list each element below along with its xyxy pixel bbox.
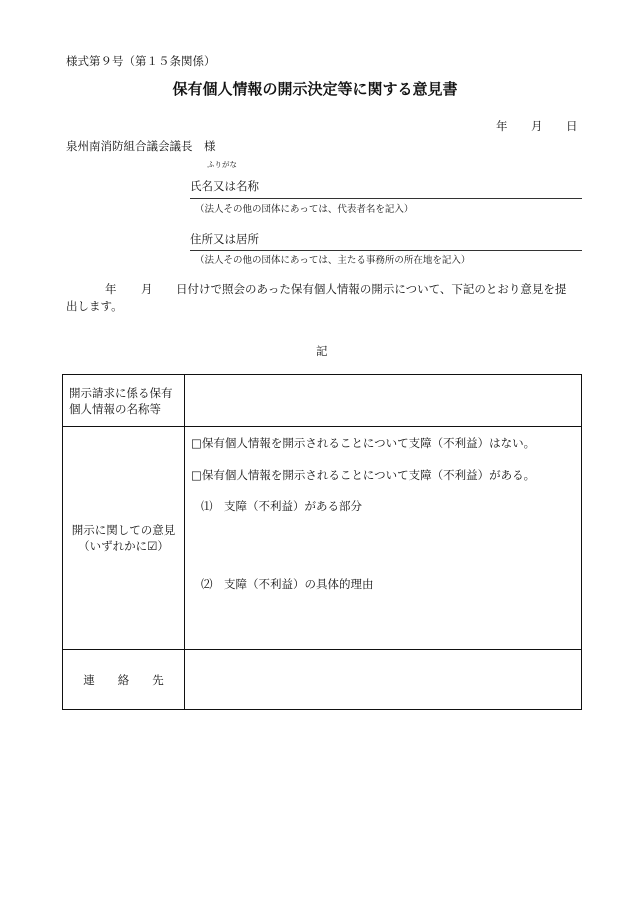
row-contact [63, 650, 582, 710]
opinion-field[interactable] [185, 427, 582, 650]
address-label: 住所又は居所 [190, 232, 259, 246]
row-opinion [63, 427, 582, 650]
info-name-label-line2: 個人情報の名称等 [69, 401, 161, 416]
addressee: 泉州南消防組合議会議長 様 [66, 139, 216, 153]
form-number: 様式第９号（第１５条関係） [66, 54, 216, 68]
body-text-line1: 日付けで照会のあった保有個人情報の開示について、下記のとおり意見を提 [176, 282, 567, 296]
name-label: 氏名又は名称 [190, 179, 259, 193]
opinion-label [63, 522, 184, 554]
opinion-label-line2: （いずれかに☑） [78, 539, 169, 553]
contact-label: 連 絡 先 [63, 650, 185, 710]
page-title: 保有個人情報の開示決定等に関する意見書 [172, 80, 458, 98]
name-note: （法人その他の団体にあっては、代表者名を記入） [195, 204, 414, 215]
address-note: （法人その他の団体にあっては、主たる事務所の所在地を記入） [195, 255, 471, 266]
body-month: 月 [141, 282, 153, 296]
contact-field[interactable] [185, 650, 582, 710]
ki-label: 記 [316, 344, 328, 358]
body-year: 年 [105, 282, 117, 296]
option-no-harm[interactable]: □保有個人情報を開示されることについて支障（不利益）はない。 [191, 436, 536, 450]
date-month: 月 [531, 119, 543, 133]
furigana-label: ふりがな [207, 160, 237, 169]
option-harm[interactable]: □保有個人情報を開示されることについて支障（不利益）がある。 [191, 468, 536, 482]
opinion-table [62, 374, 582, 710]
date-day: 日 [566, 119, 578, 133]
sub-item-harm-reason: ⑵ 支障（不利益）の具体的理由 [201, 577, 374, 591]
info-name-label-line1: 開示請求に係る保有 [69, 385, 173, 400]
address-field-line[interactable] [190, 250, 582, 251]
row-info-name [63, 375, 582, 427]
info-name-label [63, 385, 184, 417]
sub-item-harm-part: ⑴ 支障（不利益）がある部分 [201, 499, 362, 513]
name-field-line[interactable] [190, 198, 582, 199]
info-name-field[interactable] [185, 375, 582, 427]
opinion-label-line1: 開示に関しての意見 [71, 523, 176, 537]
body-text-line2: 出します。 [66, 299, 123, 313]
date-year: 年 [496, 119, 508, 133]
